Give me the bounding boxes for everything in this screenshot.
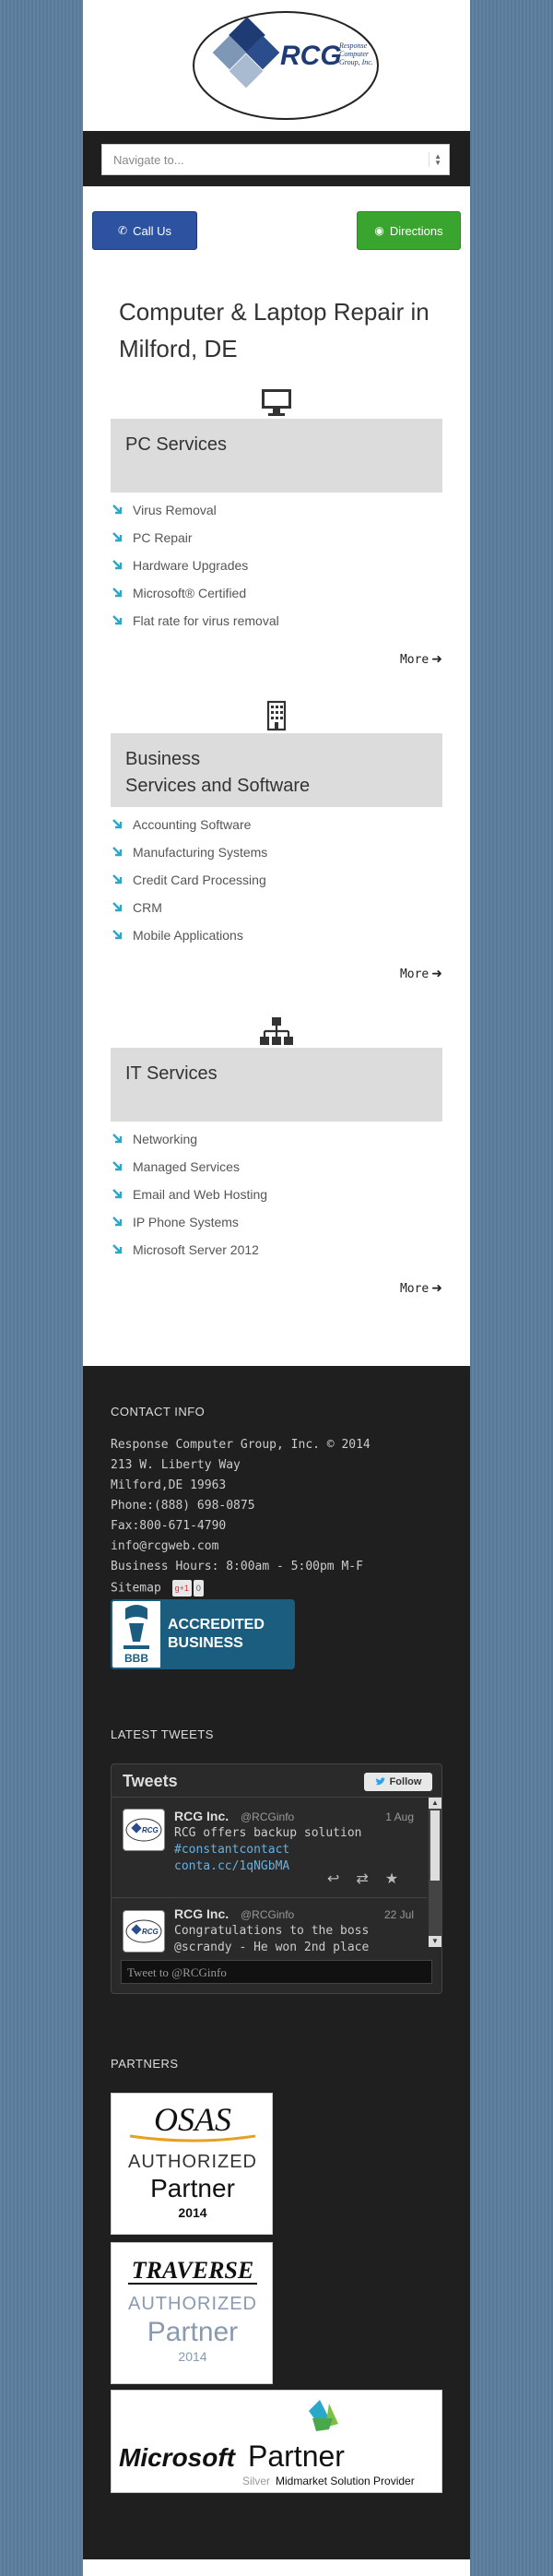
list-item: [111, 558, 442, 586]
tweet-text: [174, 1825, 414, 1875]
avatar[interactable]: [123, 1910, 165, 1953]
arrow-bullet-icon: [112, 531, 124, 543]
list-item-label: Accounting Software: [133, 817, 252, 832]
directions-label: Directions: [389, 223, 443, 238]
contact-line-address: 213 W. Liberty Way: [111, 1458, 241, 1472]
list-item-label: Flat rate for virus removal: [133, 613, 279, 628]
list-item: [111, 503, 442, 530]
google-plus-count: 0: [194, 1580, 204, 1597]
scroll-up-icon[interactable]: ▲: [429, 1798, 441, 1809]
partner-year: 2014: [178, 2205, 207, 2220]
scrollbar[interactable]: [429, 1798, 441, 1947]
arrow-right-icon: ➜: [431, 652, 442, 667]
page-title: Computer & Laptop Repair in Milford, DE: [119, 298, 429, 362]
twitter-widget-title: Tweets: [123, 1772, 178, 1790]
list-item: [111, 1187, 442, 1215]
follow-label: Follow: [389, 1776, 422, 1787]
list-item: [111, 845, 442, 873]
building-icon: [258, 699, 295, 732]
avatar[interactable]: [123, 1809, 165, 1851]
arrow-bullet-icon: [112, 901, 124, 913]
avatar-logo-text: RCG: [142, 1826, 159, 1834]
tweet-handle: @RCGinfo: [241, 1810, 295, 1823]
select-arrows-icon: ▲ ▼: [429, 152, 441, 167]
phone-icon: ✆: [118, 224, 128, 237]
sitemap-row: [111, 1580, 442, 1600]
call-us-button[interactable]: [92, 211, 197, 250]
partner-line-1: AUTHORIZED: [128, 2294, 257, 2314]
list-item-label: Microsoft Server 2012: [133, 1242, 259, 1257]
sitemap-link[interactable]: Sitemap: [111, 1581, 161, 1596]
service-box-it: [111, 1048, 442, 1122]
logo-tagline-1: Response: [339, 42, 368, 50]
list-item-label: PC Repair: [133, 530, 193, 545]
partner-brand: OSAS: [154, 2101, 231, 2138]
service-box-pc: [111, 419, 442, 493]
list-item-label: CRM: [133, 900, 162, 915]
list-item-label: Email and Web Hosting: [133, 1187, 268, 1202]
arrow-bullet-icon: [112, 1188, 124, 1200]
service-title: PC Services: [125, 434, 228, 455]
navbar: [83, 131, 470, 186]
partner-line-2: Partner: [147, 2317, 239, 2347]
twitter-bird-icon: [375, 1777, 386, 1787]
twitter-widget-header: [112, 1764, 441, 1798]
service-list-it: [111, 1132, 442, 1270]
service-title: Business Services and Software: [125, 749, 311, 796]
tweet-date[interactable]: 22 Jul: [383, 1908, 414, 1921]
arrow-bullet-icon: [112, 1133, 124, 1145]
list-item-label: Virus Removal: [133, 503, 217, 517]
bottom-spacer: [83, 2559, 470, 2576]
google-plus-button[interactable]: [172, 1580, 204, 1597]
logo-tagline-2: Computer: [339, 50, 369, 58]
bbb-accredited-badge[interactable]: [111, 1599, 295, 1669]
contact-line-company: Response Computer Group, Inc. © 2014: [111, 1438, 371, 1452]
tweet-text-line: RCG offers backup solution: [174, 1826, 362, 1840]
list-item-label: Manufacturing Systems: [133, 845, 268, 860]
partner-brand: Microsoft: [119, 2443, 235, 2472]
contact-line-phone: Phone:(888) 698-0875: [111, 1499, 255, 1513]
partner-brand: TRAVERSE: [131, 2257, 254, 2284]
tweet-text-line: @scrandy - He won 2nd place: [174, 1941, 370, 1954]
tweet-divider: [112, 1897, 427, 1898]
list-item-label: Microsoft® Certified: [133, 586, 247, 600]
partner-tier-desc: Midmarket Solution Provider: [276, 2475, 415, 2487]
contact-heading: CONTACT INFO: [111, 1405, 206, 1419]
traverse-partner-logo[interactable]: [111, 2242, 273, 2384]
list-item: [111, 613, 442, 641]
list-item: [111, 530, 442, 558]
favorite-icon[interactable]: ★: [384, 1871, 399, 1887]
rcg-logo[interactable]: [192, 9, 380, 122]
header: [83, 0, 470, 131]
arrow-bullet-icon: [112, 559, 124, 571]
arrow-bullet-icon: [112, 614, 124, 626]
bbb-line-2: BUSINESS: [168, 1635, 243, 1651]
logo-tagline-3: Group, Inc.: [339, 58, 373, 66]
tweet: [112, 1798, 425, 1899]
list-item: [111, 928, 442, 956]
list-item: [111, 817, 442, 845]
directions-button[interactable]: [357, 211, 461, 250]
network-icon: [258, 1015, 295, 1048]
partner-line-2: Partner: [150, 2174, 235, 2202]
navigation-select-placeholder: Navigate to...: [113, 153, 184, 167]
arrow-bullet-icon: [112, 504, 124, 516]
tweet-hashtag-link[interactable]: #constantcontact: [174, 1843, 290, 1857]
list-item: [111, 1159, 442, 1187]
list-item: [111, 586, 442, 613]
tweet-handle: @RCGinfo: [241, 1908, 295, 1921]
footer: [83, 1366, 470, 2559]
google-plus-badge: g+1: [172, 1580, 192, 1597]
tweet-actions: [327, 1870, 398, 1888]
arrow-bullet-icon: [112, 587, 124, 599]
follow-button[interactable]: [364, 1773, 432, 1791]
osas-partner-logo[interactable]: [111, 2093, 273, 2235]
partner-year: 2014: [178, 2349, 207, 2364]
arrow-bullet-icon: [112, 1216, 124, 1228]
arrow-bullet-icon: [112, 873, 124, 885]
more-link-pc[interactable]: [400, 652, 442, 667]
tweet-to-input[interactable]: [121, 1960, 432, 1984]
arrow-bullet-icon: [112, 929, 124, 941]
service-list-pc: [111, 503, 442, 641]
tweet-author[interactable]: [174, 1906, 295, 1921]
list-item: [111, 873, 442, 900]
tweet-url-link[interactable]: conta.cc/1qNGbMA: [174, 1859, 290, 1873]
arrow-bullet-icon: [112, 1243, 124, 1255]
tweet-text-line: Congratulations to the boss: [174, 1924, 370, 1938]
list-item: [111, 1132, 442, 1159]
service-list-business: [111, 817, 442, 956]
contact-line-hours: Business Hours: 8:00am - 5:00pm M-F: [111, 1560, 363, 1573]
contact-line-email[interactable]: info@rcgweb.com: [111, 1539, 219, 1553]
reply-icon[interactable]: ↩: [327, 1871, 340, 1887]
more-link-business[interactable]: [400, 967, 442, 981]
more-label: More: [399, 1281, 429, 1296]
avatar-logo-text: RCG: [142, 1928, 159, 1936]
scroll-down-icon[interactable]: ▼: [429, 1936, 441, 1947]
partner-line-1: AUTHORIZED: [128, 2152, 257, 2172]
arrow-right-icon: ➜: [431, 1281, 442, 1296]
microsoft-partner-logo[interactable]: [111, 2390, 442, 2493]
desktop-icon: [258, 386, 295, 419]
more-label: More: [399, 967, 429, 981]
list-item: [111, 1242, 442, 1270]
list-item-label: Credit Card Processing: [133, 873, 266, 887]
list-item: [111, 1215, 442, 1242]
twitter-widget: [111, 1763, 442, 1994]
more-label: More: [399, 652, 429, 667]
tweet-date[interactable]: 1 Aug: [385, 1810, 414, 1823]
arrow-bullet-icon: [112, 1160, 124, 1172]
globe-icon: ◉: [374, 224, 384, 237]
partner-star-icon: [309, 2400, 338, 2431]
partner-line-1: Partner: [248, 2439, 345, 2473]
more-link-it[interactable]: [400, 1281, 442, 1296]
bbb-text: [168, 1616, 265, 1653]
service-box-business: [111, 733, 442, 807]
service-title: IT Services: [125, 1063, 218, 1084]
tweet-author[interactable]: [174, 1809, 295, 1823]
tweet: [112, 1899, 425, 1954]
arrow-right-icon: ➜: [431, 967, 442, 981]
tweet-author-name: RCG Inc.: [174, 1809, 229, 1823]
tweets-heading: LATEST TWEETS: [111, 1727, 214, 1741]
scrollbar-thumb[interactable]: [430, 1810, 440, 1881]
contact-line-city: Milford,DE 19963: [111, 1478, 227, 1492]
tweet-to-placeholder: Tweet to @RCGinfo: [127, 1965, 227, 1979]
tweet-text: [174, 1923, 414, 1956]
call-us-label: Call Us: [133, 223, 171, 238]
navigation-select[interactable]: [101, 144, 450, 175]
partners-heading: PARTNERS: [111, 2057, 179, 2071]
contact-info: [111, 1438, 442, 1600]
retweet-icon[interactable]: ⇄: [356, 1871, 369, 1887]
page: [83, 0, 470, 2576]
bbb-line-1: ACCREDITED: [168, 1617, 265, 1632]
list-item-label: Hardware Upgrades: [133, 558, 249, 573]
list-item: [111, 900, 442, 928]
partner-tier: Silver: [242, 2475, 271, 2487]
list-item-label: Networking: [133, 1132, 198, 1146]
tweet-author-name: RCG Inc.: [174, 1906, 229, 1921]
list-item-label: Mobile Applications: [133, 928, 243, 943]
arrow-bullet-icon: [112, 818, 124, 830]
contact-line-fax: Fax:800-671-4790: [111, 1519, 227, 1533]
list-item-label: IP Phone Systems: [133, 1215, 239, 1229]
logo-text: RCG: [280, 41, 342, 71]
bbb-mark-text: BBB: [124, 1652, 148, 1665]
bbb-torch-icon: [111, 1599, 162, 1669]
arrow-bullet-icon: [112, 846, 124, 858]
list-item-label: Managed Services: [133, 1159, 240, 1174]
